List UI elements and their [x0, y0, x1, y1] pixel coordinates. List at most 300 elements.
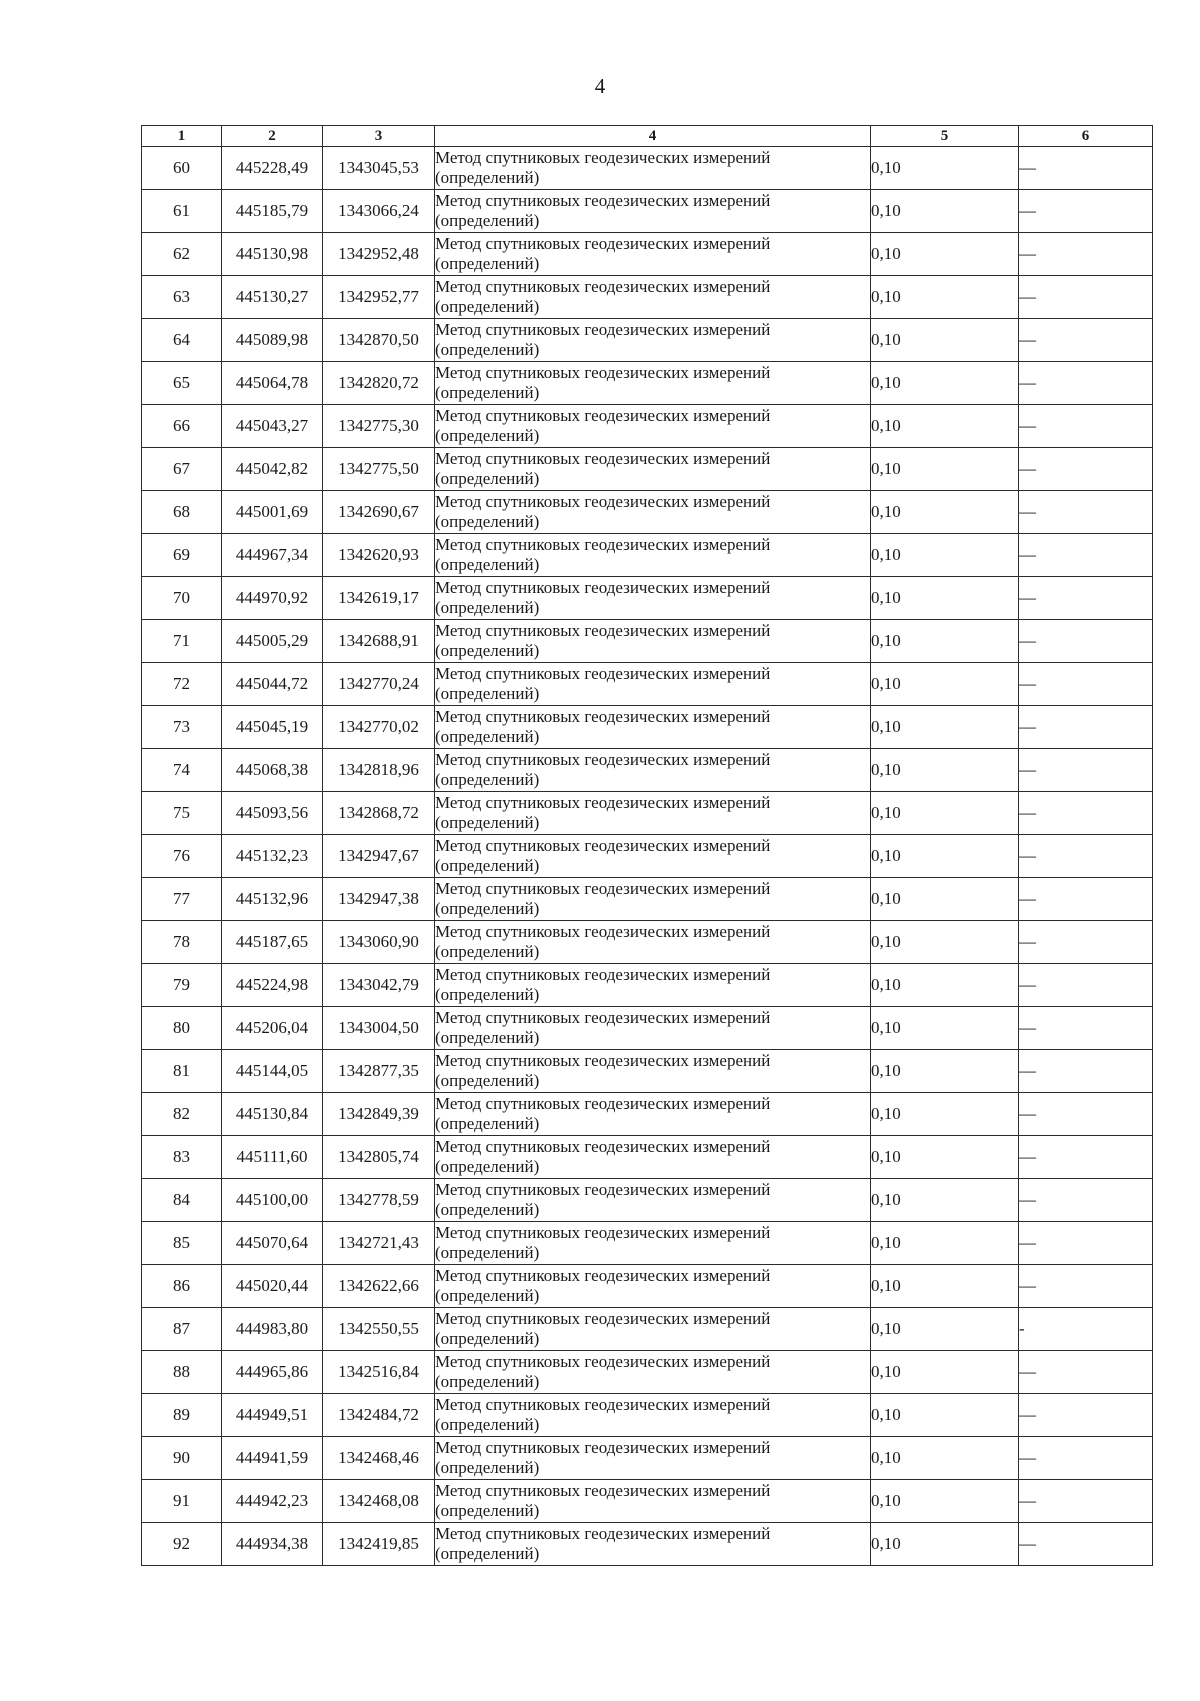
method-line-2: (определений) [435, 512, 540, 531]
point-number-cell: 82 [142, 1093, 222, 1136]
y-coordinate-cell: 1343004,50 [323, 1007, 435, 1050]
method-line-2: (определений) [435, 684, 540, 703]
y-coordinate-cell: 1343060,90 [323, 921, 435, 964]
column-header-3: 3 [323, 126, 435, 147]
method-line-2: (определений) [435, 211, 540, 230]
x-coordinate-cell: 445064,78 [222, 362, 323, 405]
y-coordinate-cell: 1342820,72 [323, 362, 435, 405]
method-line-1: Метод спутниковых геодезических измерений [435, 1008, 771, 1027]
point-number-cell: 64 [142, 319, 222, 362]
table-row [142, 1222, 1153, 1265]
method-line-2: (определений) [435, 340, 540, 359]
point-number-cell: 79 [142, 964, 222, 1007]
y-coordinate-cell: 1342550,55 [323, 1308, 435, 1351]
y-coordinate-cell: 1343066,24 [323, 190, 435, 233]
accuracy-cell: 0,10 [871, 534, 1019, 577]
y-coordinate-cell: 1342721,43 [323, 1222, 435, 1265]
method-cell [435, 878, 871, 921]
x-coordinate-cell: 445187,65 [222, 921, 323, 964]
x-coordinate-cell: 444934,38 [222, 1523, 323, 1566]
accuracy-cell: 0,10 [871, 448, 1019, 491]
point-number-cell: 71 [142, 620, 222, 663]
method-cell [435, 1050, 871, 1093]
y-coordinate-cell: 1342775,50 [323, 448, 435, 491]
table-row [142, 1437, 1153, 1480]
table-row [142, 1007, 1153, 1050]
x-coordinate-cell: 444965,86 [222, 1351, 323, 1394]
method-line-1: Метод спутниковых геодезических измерений [435, 922, 771, 941]
table-row [142, 1265, 1153, 1308]
method-line-2: (определений) [435, 1372, 540, 1391]
table-row [142, 1394, 1153, 1437]
x-coordinate-cell: 445001,69 [222, 491, 323, 534]
accuracy-cell: 0,10 [871, 878, 1019, 921]
point-number-cell: 76 [142, 835, 222, 878]
description-cell: — [1019, 1265, 1153, 1308]
point-number-cell: 66 [142, 405, 222, 448]
accuracy-cell: 0,10 [871, 964, 1019, 1007]
method-line-1: Метод спутниковых геодезических измерений [435, 1395, 771, 1414]
description-cell: — [1019, 749, 1153, 792]
method-line-2: (определений) [435, 555, 540, 574]
y-coordinate-cell: 1342516,84 [323, 1351, 435, 1394]
method-line-2: (определений) [435, 899, 540, 918]
accuracy-cell: 0,10 [871, 921, 1019, 964]
accuracy-cell: 0,10 [871, 1523, 1019, 1566]
table-row [142, 1523, 1153, 1566]
column-header-5: 5 [871, 126, 1019, 147]
method-cell [435, 1179, 871, 1222]
y-coordinate-cell: 1343042,79 [323, 964, 435, 1007]
accuracy-cell: 0,10 [871, 319, 1019, 362]
table-row [142, 362, 1153, 405]
accuracy-cell: 0,10 [871, 147, 1019, 190]
method-line-2: (определений) [435, 1544, 540, 1563]
method-cell [435, 1308, 871, 1351]
method-line-1: Метод спутниковых геодезических измерений [435, 1481, 771, 1500]
description-cell: — [1019, 792, 1153, 835]
y-coordinate-cell: 1342877,35 [323, 1050, 435, 1093]
accuracy-cell: 0,10 [871, 620, 1019, 663]
y-coordinate-cell: 1342468,46 [323, 1437, 435, 1480]
point-number-cell: 77 [142, 878, 222, 921]
method-cell [435, 1351, 871, 1394]
point-number-cell: 74 [142, 749, 222, 792]
description-cell: — [1019, 1394, 1153, 1437]
method-line-1: Метод спутниковых геодезических измерений [435, 1266, 771, 1285]
method-cell [435, 276, 871, 319]
table-row [142, 749, 1153, 792]
method-line-2: (определений) [435, 469, 540, 488]
column-header-1: 1 [142, 126, 222, 147]
table-row [142, 964, 1153, 1007]
method-line-2: (определений) [435, 1200, 540, 1219]
accuracy-cell: 0,10 [871, 663, 1019, 706]
method-line-2: (определений) [435, 727, 540, 746]
method-line-1: Метод спутниковых геодезических измерений [435, 879, 771, 898]
method-line-1: Метод спутниковых геодезических измерений [435, 1352, 771, 1371]
description-cell: — [1019, 706, 1153, 749]
coordinates-table [141, 125, 1153, 1566]
method-line-1: Метод спутниковых геодезических измерений [435, 449, 771, 468]
table-row [142, 534, 1153, 577]
point-number-cell: 63 [142, 276, 222, 319]
y-coordinate-cell: 1342484,72 [323, 1394, 435, 1437]
table-row [142, 577, 1153, 620]
table-row [142, 620, 1153, 663]
method-line-1: Метод спутниковых геодезических измерений [435, 406, 771, 425]
method-line-1: Метод спутниковых геодезических измерений [435, 750, 771, 769]
method-cell [435, 706, 871, 749]
accuracy-cell: 0,10 [871, 1308, 1019, 1351]
method-cell [435, 362, 871, 405]
description-cell: — [1019, 663, 1153, 706]
x-coordinate-cell: 444949,51 [222, 1394, 323, 1437]
table-row [142, 233, 1153, 276]
method-cell [435, 491, 871, 534]
x-coordinate-cell: 445100,00 [222, 1179, 323, 1222]
description-cell: — [1019, 620, 1153, 663]
accuracy-cell: 0,10 [871, 835, 1019, 878]
description-cell: — [1019, 448, 1153, 491]
y-coordinate-cell: 1342868,72 [323, 792, 435, 835]
description-cell: — [1019, 1222, 1153, 1265]
y-coordinate-cell: 1342778,59 [323, 1179, 435, 1222]
y-coordinate-cell: 1342620,93 [323, 534, 435, 577]
method-line-2: (определений) [435, 383, 540, 402]
table-row [142, 706, 1153, 749]
method-line-1: Метод спутниковых геодезических измерений [435, 1180, 771, 1199]
y-coordinate-cell: 1342619,17 [323, 577, 435, 620]
method-line-1: Метод спутниковых геодезических измерений [435, 277, 771, 296]
x-coordinate-cell: 445045,19 [222, 706, 323, 749]
point-number-cell: 73 [142, 706, 222, 749]
method-cell [435, 921, 871, 964]
method-line-2: (определений) [435, 985, 540, 1004]
table-row [142, 147, 1153, 190]
method-cell [435, 1007, 871, 1050]
point-number-cell: 60 [142, 147, 222, 190]
method-line-1: Метод спутниковых геодезических измерений [435, 363, 771, 382]
description-cell: — [1019, 276, 1153, 319]
accuracy-cell: 0,10 [871, 1351, 1019, 1394]
table-row [142, 405, 1153, 448]
x-coordinate-cell: 445185,79 [222, 190, 323, 233]
method-cell [435, 835, 871, 878]
method-line-1: Метод спутниковых геодезических измерений [435, 234, 771, 253]
point-number-cell: 78 [142, 921, 222, 964]
method-line-1: Метод спутниковых геодезических измерений [435, 965, 771, 984]
table-row [142, 1308, 1153, 1351]
method-line-2: (определений) [435, 1157, 540, 1176]
table-row [142, 663, 1153, 706]
method-cell [435, 663, 871, 706]
method-cell [435, 319, 871, 362]
method-line-1: Метод спутниковых геодезических измерений [435, 191, 771, 210]
x-coordinate-cell: 445130,98 [222, 233, 323, 276]
description-cell: — [1019, 1050, 1153, 1093]
method-line-2: (определений) [435, 1501, 540, 1520]
accuracy-cell: 0,10 [871, 1179, 1019, 1222]
y-coordinate-cell: 1342468,08 [323, 1480, 435, 1523]
table-row [142, 319, 1153, 362]
point-number-cell: 88 [142, 1351, 222, 1394]
table-row [142, 1093, 1153, 1136]
accuracy-cell: 0,10 [871, 1394, 1019, 1437]
description-cell: — [1019, 921, 1153, 964]
method-line-1: Метод спутниковых геодезических измерений [435, 793, 771, 812]
y-coordinate-cell: 1342690,67 [323, 491, 435, 534]
description-cell: — [1019, 190, 1153, 233]
table-row [142, 1050, 1153, 1093]
table-row [142, 921, 1153, 964]
accuracy-cell: 0,10 [871, 1136, 1019, 1179]
x-coordinate-cell: 445111,60 [222, 1136, 323, 1179]
table-row [142, 792, 1153, 835]
method-line-1: Метод спутниковых геодезических измерений [435, 578, 771, 597]
accuracy-cell: 0,10 [871, 1265, 1019, 1308]
point-number-cell: 83 [142, 1136, 222, 1179]
method-line-2: (определений) [435, 1028, 540, 1047]
method-line-1: Метод спутниковых геодезических измерений [435, 621, 771, 640]
x-coordinate-cell: 445228,49 [222, 147, 323, 190]
point-number-cell: 92 [142, 1523, 222, 1566]
y-coordinate-cell: 1342947,67 [323, 835, 435, 878]
y-coordinate-cell: 1342870,50 [323, 319, 435, 362]
method-line-2: (определений) [435, 598, 540, 617]
x-coordinate-cell: 445093,56 [222, 792, 323, 835]
column-header-2: 2 [222, 126, 323, 147]
accuracy-cell: 0,10 [871, 1222, 1019, 1265]
y-coordinate-cell: 1342688,91 [323, 620, 435, 663]
method-cell [435, 1480, 871, 1523]
method-line-1: Метод спутниковых геодезических измерений [435, 1309, 771, 1328]
point-number-cell: 70 [142, 577, 222, 620]
method-line-2: (определений) [435, 254, 540, 273]
table-row [142, 1480, 1153, 1523]
accuracy-cell: 0,10 [871, 706, 1019, 749]
y-coordinate-cell: 1342770,02 [323, 706, 435, 749]
table-body [142, 147, 1153, 1566]
point-number-cell: 81 [142, 1050, 222, 1093]
x-coordinate-cell: 445144,05 [222, 1050, 323, 1093]
accuracy-cell: 0,10 [871, 190, 1019, 233]
point-number-cell: 86 [142, 1265, 222, 1308]
method-cell [435, 233, 871, 276]
point-number-cell: 62 [142, 233, 222, 276]
x-coordinate-cell: 445005,29 [222, 620, 323, 663]
method-cell [435, 1437, 871, 1480]
accuracy-cell: 0,10 [871, 749, 1019, 792]
page-number: 4 [594, 74, 606, 98]
x-coordinate-cell: 444942,23 [222, 1480, 323, 1523]
x-coordinate-cell: 445089,98 [222, 319, 323, 362]
method-line-2: (определений) [435, 770, 540, 789]
method-line-1: Метод спутниковых геодезических измерений [435, 535, 771, 554]
y-coordinate-cell: 1342770,24 [323, 663, 435, 706]
accuracy-cell: 0,10 [871, 792, 1019, 835]
method-cell [435, 147, 871, 190]
accuracy-cell: 0,10 [871, 1007, 1019, 1050]
y-coordinate-cell: 1342952,77 [323, 276, 435, 319]
table-row [142, 190, 1153, 233]
method-line-2: (определений) [435, 1243, 540, 1262]
point-number-cell: 90 [142, 1437, 222, 1480]
x-coordinate-cell: 445130,84 [222, 1093, 323, 1136]
description-cell: — [1019, 147, 1153, 190]
point-number-cell: 91 [142, 1480, 222, 1523]
accuracy-cell: 0,10 [871, 233, 1019, 276]
x-coordinate-cell: 445132,23 [222, 835, 323, 878]
point-number-cell: 65 [142, 362, 222, 405]
table-row [142, 878, 1153, 921]
method-line-2: (определений) [435, 1329, 540, 1348]
x-coordinate-cell: 445042,82 [222, 448, 323, 491]
method-cell [435, 1394, 871, 1437]
accuracy-cell: 0,10 [871, 1093, 1019, 1136]
description-cell: - [1019, 1308, 1153, 1351]
method-line-1: Метод спутниковых геодезических измерений [435, 1223, 771, 1242]
table-row [142, 276, 1153, 319]
method-cell [435, 405, 871, 448]
column-header-4: 4 [435, 126, 871, 147]
y-coordinate-cell: 1343045,53 [323, 147, 435, 190]
method-cell [435, 534, 871, 577]
y-coordinate-cell: 1342805,74 [323, 1136, 435, 1179]
description-cell: — [1019, 491, 1153, 534]
x-coordinate-cell: 445068,38 [222, 749, 323, 792]
point-number-cell: 72 [142, 663, 222, 706]
method-line-1: Метод спутниковых геодезических измерений [435, 1438, 771, 1457]
description-cell: — [1019, 1523, 1153, 1566]
method-cell [435, 749, 871, 792]
x-coordinate-cell: 445130,27 [222, 276, 323, 319]
header-row [142, 126, 1153, 147]
method-cell [435, 1523, 871, 1566]
y-coordinate-cell: 1342818,96 [323, 749, 435, 792]
table-row [142, 1136, 1153, 1179]
description-cell: — [1019, 319, 1153, 362]
method-line-1: Метод спутниковых геодезических измерений [435, 148, 771, 167]
description-cell: — [1019, 835, 1153, 878]
point-number-cell: 89 [142, 1394, 222, 1437]
column-header-6: 6 [1019, 126, 1153, 147]
table-row [142, 448, 1153, 491]
accuracy-cell: 0,10 [871, 491, 1019, 534]
x-coordinate-cell: 445020,44 [222, 1265, 323, 1308]
table-row [142, 835, 1153, 878]
point-number-cell: 69 [142, 534, 222, 577]
point-number-cell: 87 [142, 1308, 222, 1351]
method-line-1: Метод спутниковых геодезических измерений [435, 664, 771, 683]
y-coordinate-cell: 1342952,48 [323, 233, 435, 276]
x-coordinate-cell: 445070,64 [222, 1222, 323, 1265]
y-coordinate-cell: 1342419,85 [323, 1523, 435, 1566]
accuracy-cell: 0,10 [871, 405, 1019, 448]
accuracy-cell: 0,10 [871, 1050, 1019, 1093]
description-cell: — [1019, 878, 1153, 921]
point-number-cell: 85 [142, 1222, 222, 1265]
method-cell [435, 1222, 871, 1265]
description-cell: — [1019, 405, 1153, 448]
method-line-2: (определений) [435, 813, 540, 832]
x-coordinate-cell: 445132,96 [222, 878, 323, 921]
method-cell [435, 792, 871, 835]
method-cell [435, 1093, 871, 1136]
y-coordinate-cell: 1342947,38 [323, 878, 435, 921]
x-coordinate-cell: 444970,92 [222, 577, 323, 620]
description-cell: — [1019, 1007, 1153, 1050]
method-line-1: Метод спутниковых геодезических измерений [435, 320, 771, 339]
method-line-1: Метод спутниковых геодезических измерений [435, 1524, 771, 1543]
y-coordinate-cell: 1342622,66 [323, 1265, 435, 1308]
table-row [142, 1351, 1153, 1394]
method-cell [435, 964, 871, 1007]
method-line-2: (определений) [435, 1415, 540, 1434]
x-coordinate-cell: 445043,27 [222, 405, 323, 448]
x-coordinate-cell: 444967,34 [222, 534, 323, 577]
point-number-cell: 67 [142, 448, 222, 491]
method-line-2: (определений) [435, 942, 540, 961]
accuracy-cell: 0,10 [871, 276, 1019, 319]
method-line-1: Метод спутниковых геодезических измерений [435, 836, 771, 855]
method-line-2: (определений) [435, 1286, 540, 1305]
description-cell: — [1019, 1179, 1153, 1222]
x-coordinate-cell: 445224,98 [222, 964, 323, 1007]
method-cell [435, 1265, 871, 1308]
description-cell: — [1019, 1351, 1153, 1394]
method-line-2: (определений) [435, 297, 540, 316]
method-line-2: (определений) [435, 168, 540, 187]
method-line-1: Метод спутниковых геодезических измерений [435, 1094, 771, 1113]
accuracy-cell: 0,10 [871, 1437, 1019, 1480]
method-cell [435, 620, 871, 663]
method-line-2: (определений) [435, 1458, 540, 1477]
description-cell: — [1019, 1480, 1153, 1523]
method-cell [435, 448, 871, 491]
method-line-2: (определений) [435, 1071, 540, 1090]
method-line-1: Метод спутниковых геодезических измерений [435, 1051, 771, 1070]
method-cell [435, 190, 871, 233]
method-line-1: Метод спутниковых геодезических измерений [435, 707, 771, 726]
y-coordinate-cell: 1342775,30 [323, 405, 435, 448]
y-coordinate-cell: 1342849,39 [323, 1093, 435, 1136]
method-line-2: (определений) [435, 641, 540, 660]
accuracy-cell: 0,10 [871, 577, 1019, 620]
method-cell [435, 1136, 871, 1179]
x-coordinate-cell: 445044,72 [222, 663, 323, 706]
point-number-cell: 61 [142, 190, 222, 233]
description-cell: — [1019, 1136, 1153, 1179]
method-line-2: (определений) [435, 1114, 540, 1133]
table-header [142, 126, 1153, 147]
point-number-cell: 80 [142, 1007, 222, 1050]
table-row [142, 491, 1153, 534]
description-cell: — [1019, 577, 1153, 620]
accuracy-cell: 0,10 [871, 362, 1019, 405]
method-cell [435, 577, 871, 620]
description-cell: — [1019, 964, 1153, 1007]
point-number-cell: 84 [142, 1179, 222, 1222]
x-coordinate-cell: 445206,04 [222, 1007, 323, 1050]
description-cell: — [1019, 1093, 1153, 1136]
description-cell: — [1019, 362, 1153, 405]
point-number-cell: 68 [142, 491, 222, 534]
description-cell: — [1019, 534, 1153, 577]
method-line-1: Метод спутниковых геодезических измерений [435, 1137, 771, 1156]
table-row [142, 1179, 1153, 1222]
x-coordinate-cell: 444941,59 [222, 1437, 323, 1480]
